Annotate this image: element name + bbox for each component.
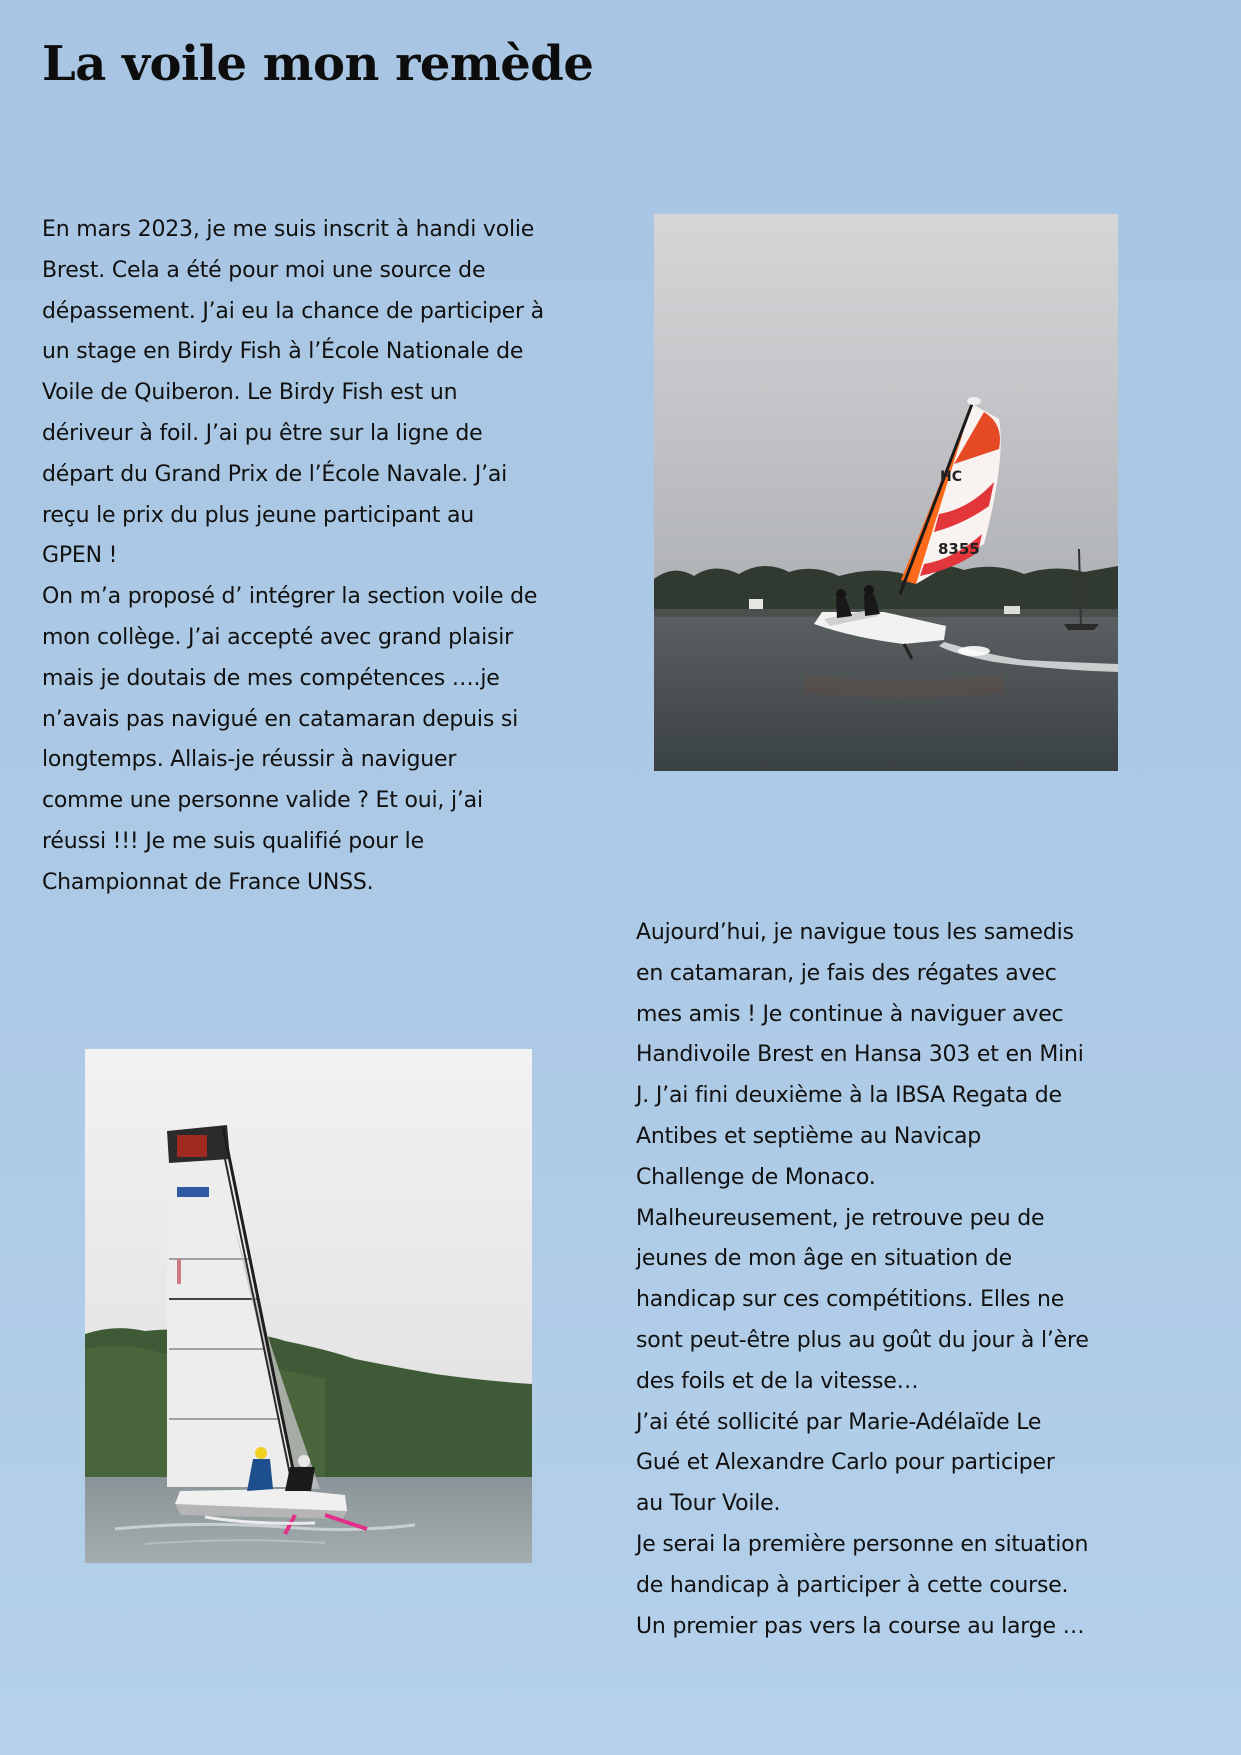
sail-logo: HC <box>940 469 962 485</box>
text-line: handicap sur ces compétitions. Elles ne <box>636 1287 1065 1313</box>
text-line: Je serai la première personne en situation <box>636 1531 1089 1557</box>
text-line: de handicap à participer à cette course. <box>636 1572 1069 1598</box>
text-line: Gué et Alexandre Carlo pour participer <box>636 1450 1055 1476</box>
text-line: jeunes de mon âge en situation de <box>636 1246 1012 1272</box>
text-line: des foils et de la vitesse… <box>636 1368 919 1394</box>
sail-number: 8355 <box>938 540 980 558</box>
intro-text-block <box>42 210 544 904</box>
catamaran-illustration <box>654 214 1118 771</box>
text-line: Challenge de Monaco. <box>636 1164 876 1190</box>
text-line: On m’a proposé d’ intégrer la section voile de <box>42 584 538 610</box>
page-title: La voile mon remède <box>42 36 594 92</box>
text-line: Voile de Quiberon. Le Birdy Fish est un <box>42 380 458 406</box>
text-line: comme une personne valide ? Et oui, j’ai <box>42 788 483 814</box>
text-line: Un premier pas vers la course au large … <box>636 1613 1085 1639</box>
today-text-block <box>636 913 1089 1647</box>
text-line: mais je doutais de mes compétences ….je <box>42 665 500 691</box>
text-line: En mars 2023, je me suis inscrit à handi volie <box>42 217 535 242</box>
text-line: Handivoile Brest en Hansa 303 et en Mini <box>636 1042 1084 1068</box>
text-line: J’ai été sollicité par Marie-Adélaïde Le <box>636 1409 1042 1435</box>
text-line: J. J’ai fini deuxième à la IBSA Regata de <box>636 1083 1062 1109</box>
text-line: dépassement. J’ai eu la chance de participer à <box>42 298 544 324</box>
foiling-dinghy-photo <box>85 1049 532 1563</box>
text-line: longtemps. Allais-je réussir à naviguer <box>42 747 457 773</box>
text-line: Malheureusement, je retrouve peu de <box>636 1205 1045 1231</box>
text-line: Brest. Cela a été pour moi une source de <box>42 257 486 283</box>
text-line: un stage en Birdy Fish à l’École Nationale de <box>42 339 524 365</box>
text-line: au Tour Voile. <box>636 1491 781 1517</box>
text-line: mes amis ! Je continue à naviguer avec <box>636 1001 1064 1027</box>
text-line: mon collège. J’ai accepté avec grand plaisir <box>42 624 514 650</box>
text-line: dériveur à foil. J’ai pu être sur la ligne de <box>42 420 483 446</box>
foiling-dinghy-illustration <box>85 1049 532 1563</box>
text-line: GPEN ! <box>42 543 118 569</box>
text-line: Antibes et septième au Navicap <box>636 1123 982 1149</box>
text-line: départ du Grand Prix de l’École Navale. J’ai <box>42 461 508 487</box>
text-line: n’avais pas navigué en catamaran depuis si <box>42 706 519 732</box>
text-line: sont peut-être plus au goût du jour à l’ère <box>636 1327 1089 1353</box>
text-line: réussi !!! Je me suis qualifié pour le <box>42 828 424 854</box>
catamaran-photo <box>654 214 1118 771</box>
text-line: en catamaran, je fais des régates avec <box>636 960 1057 986</box>
text-line: Championnat de France UNSS. <box>42 869 374 895</box>
text-line: reçu le prix du plus jeune participant au <box>42 502 475 528</box>
text-line: Aujourd’hui, je navigue tous les samedis <box>636 920 1074 945</box>
